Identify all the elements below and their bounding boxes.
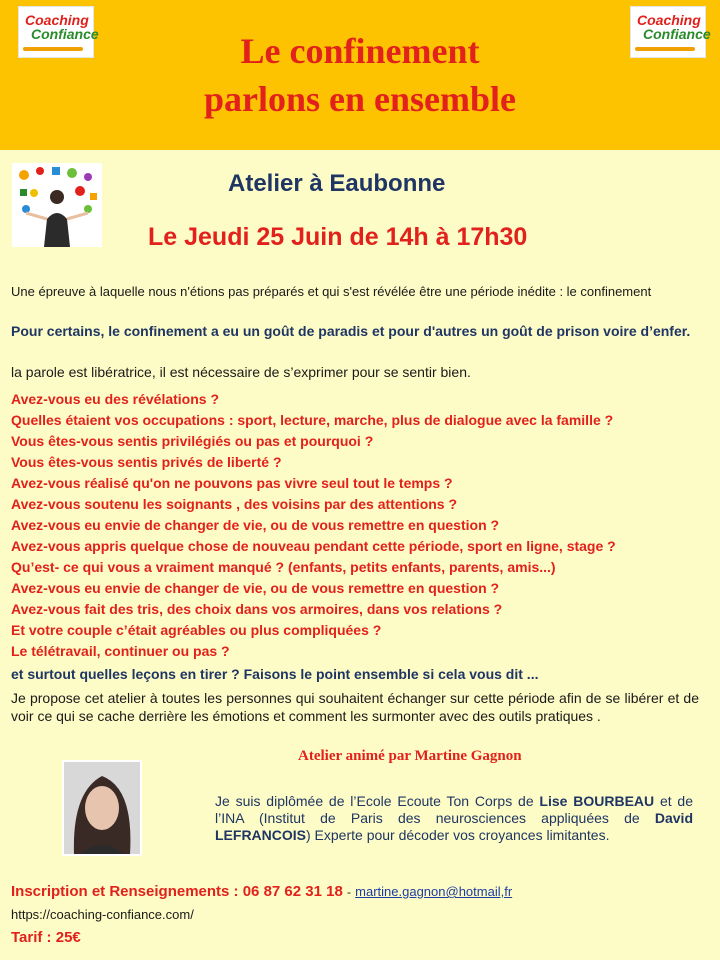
intro-paragraph: Une épreuve à laquelle nous n'étions pas préparés et qui s'est révélée être une période inédite : le confinement (11, 284, 652, 299)
highlight-paragraph: Pour certains, le confinement a eu un goût de paradis et pour d'autres un goût de prison voire d’enfer. (11, 323, 691, 339)
list-item: Vous êtes-vous sentis privilégiés ou pas et pourquoi ? (11, 433, 374, 449)
list-item: Vous êtes-vous sentis privés de liberté ? (11, 454, 282, 470)
phone-number: 06 87 62 31 18 (242, 883, 343, 900)
bio-text: ) Experte pour décoder vos croyances limitantes. (306, 827, 610, 843)
thinking-woman-illustration (12, 163, 102, 247)
bio-name-bourbeau: Lise BOURBEAU (539, 793, 655, 809)
proposal-paragraph: Je propose cet atelier à toutes les personnes qui souhaitent échanger sur cette période afin de se libérer et de voir ce qui se cache derrière les émotions et comment les surmonter avec des outils pratiques . (11, 690, 699, 724)
logo-line2: Confiance (31, 26, 99, 42)
bio-text: Je suis diplômée de l’Ecole Ecoute Ton Corps de (215, 793, 540, 809)
event-date: Le Jeudi 25 Juin de 14h à 17h30 (148, 223, 528, 251)
inscription-line (11, 883, 512, 900)
list-item: Avez-vous appris quelque chose de nouveau pendant cette période, sport en ligne, stage ? (11, 538, 616, 554)
list-item: Et votre couple c’était agréables ou plus compliquées ? (11, 622, 382, 638)
header-banner (0, 0, 720, 150)
inscription-label: Inscription et Renseignements : (11, 883, 239, 900)
facilitator-bio (215, 793, 693, 844)
list-item: Avez-vous réalisé qu'on ne pouvons pas vivre seul tout le temps ? (11, 475, 453, 491)
bio-name-lefrancois: David LEFRANCOIS (215, 810, 693, 843)
price: Tarif : 25€ (11, 929, 81, 946)
logo-line1: Coaching (637, 12, 701, 28)
separator: - (346, 885, 351, 899)
list-item: Avez-vous fait des tris, des choix dans vos armoires, dans vos relations ? (11, 601, 503, 617)
atelier-location: Atelier à Eaubonne (228, 170, 446, 197)
question-list (11, 389, 616, 662)
list-item: Avez-vous eu envie de changer de vie, ou de vous remettre en question ? (11, 580, 500, 596)
list-item: Le télétravail, continuer ou pas ? (11, 643, 230, 659)
parole-paragraph: la parole est libératrice, il est nécessaire de s’exprimer pour se sentir bien. (11, 364, 471, 380)
conclusion-line: et surtout quelles leçons en tirer ? Faisons le point ensemble si cela vous dit ... (11, 666, 539, 682)
email-link[interactable]: martine.gagnon@hotmail,fr (355, 884, 513, 899)
list-item: Avez-vous eu envie de changer de vie, ou de vous remettre en question ? (11, 517, 500, 533)
logo-line1: Coaching (25, 12, 89, 28)
bio-text: et de l’INA (Institut de Paris des neurosciences appliquées de (215, 793, 694, 826)
list-item: Avez-vous eu des révélations ? (11, 391, 219, 407)
logo-line2: Confiance (643, 26, 711, 42)
list-item: Quelles étaient vos occupations : sport, lecture, marche, plus de dialogue avec la famille ? (11, 412, 614, 428)
page-title-line1: Le confinement (240, 31, 480, 71)
list-item: Qu’est- ce qui vous a vraiment manqué ? (enfants, petits enfants, parents, amis...) (11, 559, 556, 575)
list-item: Avez-vous soutenu les soignants , des voisins par des attentions ? (11, 496, 458, 512)
page-title-line2: parlons en ensemble (203, 79, 516, 119)
facilitator-photo (62, 760, 142, 856)
facilitator-heading: Atelier animé par Martine Gagnon (298, 748, 522, 764)
website-url: https://coaching-confiance.com/ (11, 907, 194, 922)
